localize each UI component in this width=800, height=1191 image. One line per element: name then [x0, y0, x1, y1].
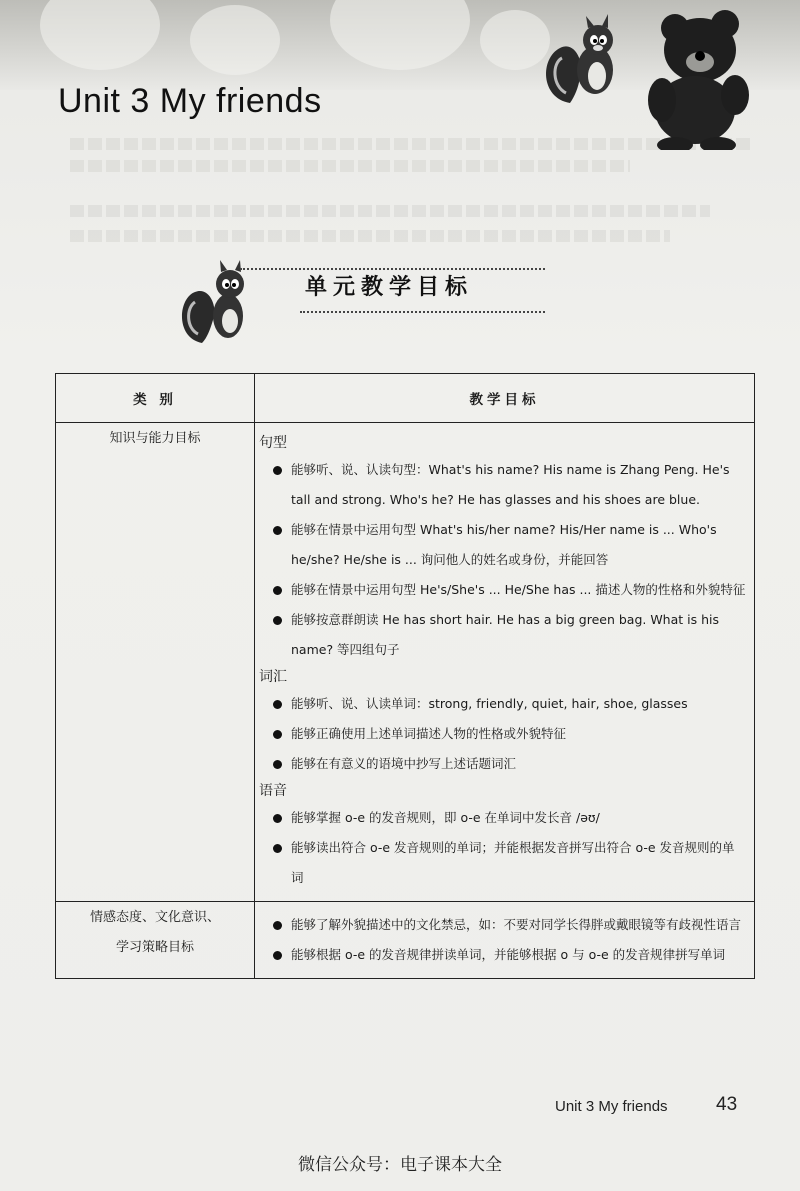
faded-bleed-text	[70, 160, 630, 172]
footer-unit-label: Unit 3 My friends	[555, 1098, 668, 1115]
category-label-line: 学习策略目标	[115, 940, 194, 955]
faded-bleed-text	[70, 205, 710, 217]
bullet-icon	[273, 700, 282, 709]
section-title: 单元教学目标	[305, 275, 474, 300]
unit-title: Unit 3 My friends	[58, 82, 322, 120]
teaching-goals-table	[55, 373, 755, 979]
bullet-icon	[273, 951, 282, 960]
group-heading: 词汇	[259, 669, 287, 685]
bullet-icon	[273, 730, 282, 739]
goal-cell	[255, 423, 755, 902]
list-item: 能够根据 o-e 的发音规律拼读单词，并能够根据 o 与 o-e 的发音规律拼写单词	[259, 940, 746, 970]
bear-icon	[640, 0, 760, 150]
dotted-rule	[300, 311, 545, 313]
group-heading: 语音	[259, 783, 287, 799]
faded-bleed-text	[70, 230, 670, 242]
page-number: 43	[716, 1094, 738, 1115]
squirrel-icon	[540, 8, 630, 108]
bullet-icon	[273, 760, 282, 769]
table-row	[56, 423, 755, 902]
bullet-icon	[273, 586, 282, 595]
list-item: 能够听、说、认读句型：What's his name? His name is Zhang Peng. He's tall and strong. Who's he? He has glasses and his shoes are blue.	[259, 455, 746, 515]
category-cell	[56, 423, 255, 902]
column-header-category: 类 别	[56, 374, 255, 423]
table-header-row	[56, 374, 755, 423]
list-item: 能够正确使用上述单词描述人物的性格或外貌特征	[259, 719, 746, 749]
column-header-goal: 教学目标	[255, 374, 755, 423]
group-heading: 句型	[259, 435, 287, 451]
list-item: 能够掌握 o-e 的发音规则，即 o-e 在单词中发长音 /əʊ/	[259, 803, 746, 833]
category-cell	[56, 902, 255, 979]
list-item: 能够按意群朗读 He has short hair. He has a big green bag. What is his name? 等四组句子	[259, 605, 746, 665]
bullet-icon	[273, 814, 282, 823]
bullet-icon	[273, 466, 282, 475]
list-item: 能够在情景中运用句型 What's his/her name? His/Her name is ... Who's he/she? He/she is ... 询问他人的姓名或身份，并能回答	[259, 515, 746, 575]
list-item: 能够听、说、认读单词：strong, friendly, quiet, hair, shoe, glasses	[259, 689, 746, 719]
list-item: 能够读出符合 o-e 发音规则的单词；并能根据发音拼写出符合 o-e 发音规则的单词	[259, 833, 746, 893]
list-item: 能够在有意义的语境中抄写上述话题词汇	[259, 749, 746, 779]
category-label: 知识与能力目标	[109, 431, 201, 446]
list-item: 能够了解外貌描述中的文化禁忌，如：不要对同学长得胖或戴眼镜等有歧视性语言	[259, 910, 746, 940]
watermark-text: 微信公众号：电子课本大全	[298, 1155, 502, 1175]
goal-cell	[255, 902, 755, 979]
bullet-icon	[273, 921, 282, 930]
bullet-icon	[273, 616, 282, 625]
list-item: 能够在情景中运用句型 He's/She's ... He/She has ... 描述人物的性格和外貌特征	[259, 575, 746, 605]
table-row	[56, 902, 755, 979]
category-label-line: 情感态度、文化意识、	[89, 910, 220, 925]
bullet-icon	[273, 526, 282, 535]
squirrel-icon	[180, 258, 260, 348]
bullet-icon	[273, 844, 282, 853]
